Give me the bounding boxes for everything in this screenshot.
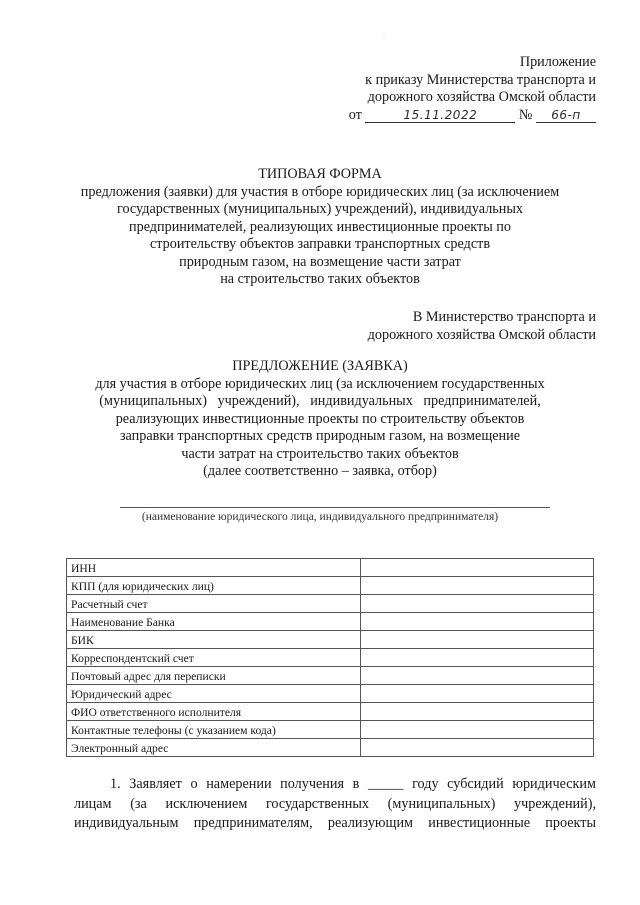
proposal-line: реализующих инвестиционные проекты по строительству объектов [115, 410, 525, 427]
row-value[interactable] [361, 631, 594, 649]
proposal-line: части затрат на строительство таких объектов [181, 445, 459, 462]
form-title-line: предпринимателей, реализующих инвестиционные проекты по [129, 218, 511, 235]
recipient-line: В Министерство транспорта и [412, 309, 596, 325]
row-label: ФИО ответственного исполнителя [67, 703, 361, 721]
row-value[interactable] [361, 559, 594, 577]
table-row [67, 739, 594, 757]
order-number: 66-п [536, 108, 596, 123]
proposal-block [40, 358, 600, 481]
form-title-line: природным газом, на возмещение части затрат [179, 253, 461, 270]
row-label: Электронный адрес [67, 739, 361, 757]
paragraph-line: 1. Заявляет о намерении получения в _____ году субсидий юридическим [110, 776, 596, 792]
row-value[interactable] [361, 577, 594, 595]
date-prefix: от [348, 106, 362, 123]
row-label: Корреспондентский счет [67, 649, 361, 667]
table-row [67, 595, 594, 613]
proposal-line: заправки транспортных средств природным газом, на возмещение [119, 428, 521, 444]
proposal-line: (далее соответственно – заявка, отбор) [203, 463, 437, 479]
applicant-name-field[interactable] [120, 507, 550, 508]
table-row [67, 559, 594, 577]
form-title-line: государственных (муниципальных) учреждений), индивидуальных [117, 201, 523, 217]
row-label: Расчетный счет [67, 595, 361, 613]
table-row [67, 685, 594, 703]
row-label: Юридический адрес [67, 685, 361, 703]
body-paragraph [74, 775, 596, 834]
row-value[interactable] [361, 595, 594, 613]
row-value[interactable] [361, 667, 594, 685]
applicant-name-caption: (наименование юридического лица, индивидуального предпринимателя) [141, 511, 499, 523]
paragraph-line: лицам (за исключением государственных (муниципальных) учреждений), [74, 795, 596, 812]
table-row [67, 577, 594, 595]
scan-speck: · [383, 34, 385, 40]
proposal-line: (муниципальных) учреждений), индивидуальных предпринимателей, [99, 393, 541, 409]
requisites-table [66, 558, 594, 757]
row-label: Наименование Банка [67, 613, 361, 631]
table-row [67, 667, 594, 685]
appendix-title: Приложение [519, 54, 596, 70]
appendix-order-line: к приказу Министерства транспорта и [365, 71, 596, 88]
form-title-line: строительству объектов заправки транспортных средств [149, 236, 491, 252]
row-value[interactable] [361, 685, 594, 703]
row-label: Почтовый адрес для переписки [67, 667, 361, 685]
row-value[interactable] [361, 721, 594, 739]
form-heading: ТИПОВАЯ ФОРМА [258, 166, 382, 182]
recipient-line: дорожного хозяйства Омской области [367, 326, 596, 343]
table-row [67, 721, 594, 739]
number-prefix: № [518, 106, 533, 123]
row-value[interactable] [361, 703, 594, 721]
form-title-line: предложения (заявки) для участия в отборе юридических лиц (за исключением [80, 183, 560, 200]
recipient-block [368, 309, 596, 344]
row-label: Контактные телефоны (с указанием кода) [67, 721, 361, 739]
form-title-block [40, 166, 600, 289]
proposal-line: для участия в отборе юридических лиц (за исключением государственных [95, 375, 545, 392]
row-label: ИНН [67, 559, 361, 577]
paragraph-line: индивидуальным предпринимателям, реализующим инвестиционные проекты [74, 815, 596, 831]
row-label: БИК [67, 631, 361, 649]
table-row [67, 613, 594, 631]
order-date: 15.11.2022 [365, 108, 515, 123]
row-label: КПП (для юридических лиц) [67, 577, 361, 595]
row-value[interactable] [361, 613, 594, 631]
proposal-heading: ПРЕДЛОЖЕНИЕ (ЗАЯВКА) [232, 358, 408, 374]
appendix-block [349, 54, 596, 124]
row-value[interactable] [361, 649, 594, 667]
table-row [67, 649, 594, 667]
row-value[interactable] [361, 739, 594, 757]
appendix-ministry-line: дорожного хозяйства Омской области [367, 89, 596, 105]
appendix-date-number-line [349, 107, 596, 125]
table-row [67, 631, 594, 649]
table-row [67, 703, 594, 721]
form-title-line: на строительство таких объектов [220, 271, 420, 287]
